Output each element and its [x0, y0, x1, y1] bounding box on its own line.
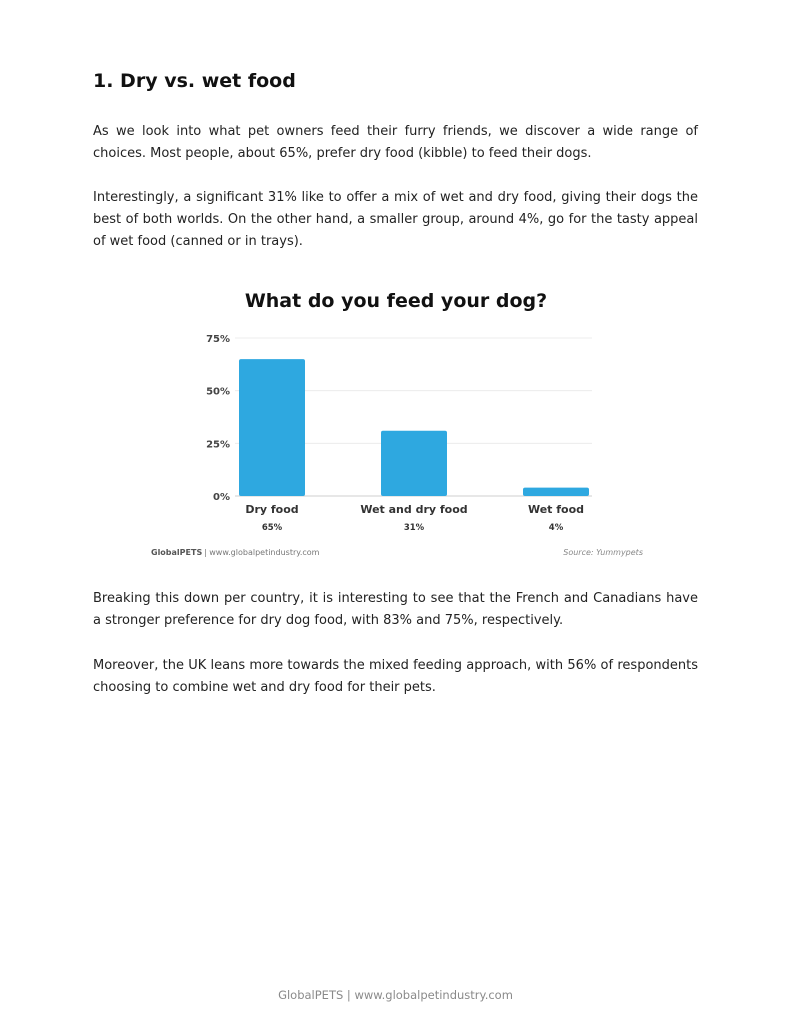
- y-tick-label: 25%: [206, 439, 230, 451]
- y-tick-label: 75%: [206, 334, 230, 345]
- intro-paragraph: As we look into what pet owners feed their furry friends, we discover a wide range of choices. Most people, about 65%, prefer dry food (kibble) to feed their dogs.: [93, 124, 698, 161]
- mixed-feeding-paragraph: Interestingly, a significant 31% like to offer a mix of wet and dry food, giving their dogs the best of both worlds. On the other hand, a smaller group, around 4%, go for the tasty appeal of wet food (canned or in trays).: [93, 190, 698, 249]
- value-label: 65%: [261, 523, 283, 533]
- category-label: Wet food: [527, 503, 585, 516]
- country-paragraph: Breaking this down per country, it is interesting to see that the French and Canadians have a stronger preference for dry dog food, with 83% and 75%, respectively.: [93, 591, 698, 628]
- y-tick-label: 50%: [206, 386, 230, 398]
- page-footer: GlobalPETS | www.globalpetindustry.com: [278, 988, 513, 1002]
- uk-paragraph: Moreover, the UK leans more towards the mixed feeding approach, with 56% of respondents choosing to combine wet and dry food for their pets.: [93, 658, 698, 695]
- bar-wet-food: [523, 488, 589, 496]
- y-tick-label: 0%: [213, 492, 230, 503]
- feeding-chart: [140, 280, 660, 570]
- category-label: Wet and dry food: [360, 503, 468, 516]
- section-heading: 1. Dry vs. wet food: [93, 70, 296, 92]
- bar-dry-food: [239, 359, 305, 496]
- feeding-chart-svg: [140, 280, 660, 570]
- value-label: 4%: [548, 523, 564, 533]
- chart-credit-url: | www.globalpetindustry.com: [204, 548, 320, 557]
- chart-credit-brand: GlobalPETS: [151, 548, 203, 557]
- value-label: 31%: [403, 523, 425, 533]
- chart-source: Source: Yummypets: [563, 548, 643, 557]
- bar-wet-and-dry-food: [381, 431, 447, 496]
- chart-title: What do you feed your dog?: [244, 290, 548, 312]
- category-label: Dry food: [245, 503, 299, 516]
